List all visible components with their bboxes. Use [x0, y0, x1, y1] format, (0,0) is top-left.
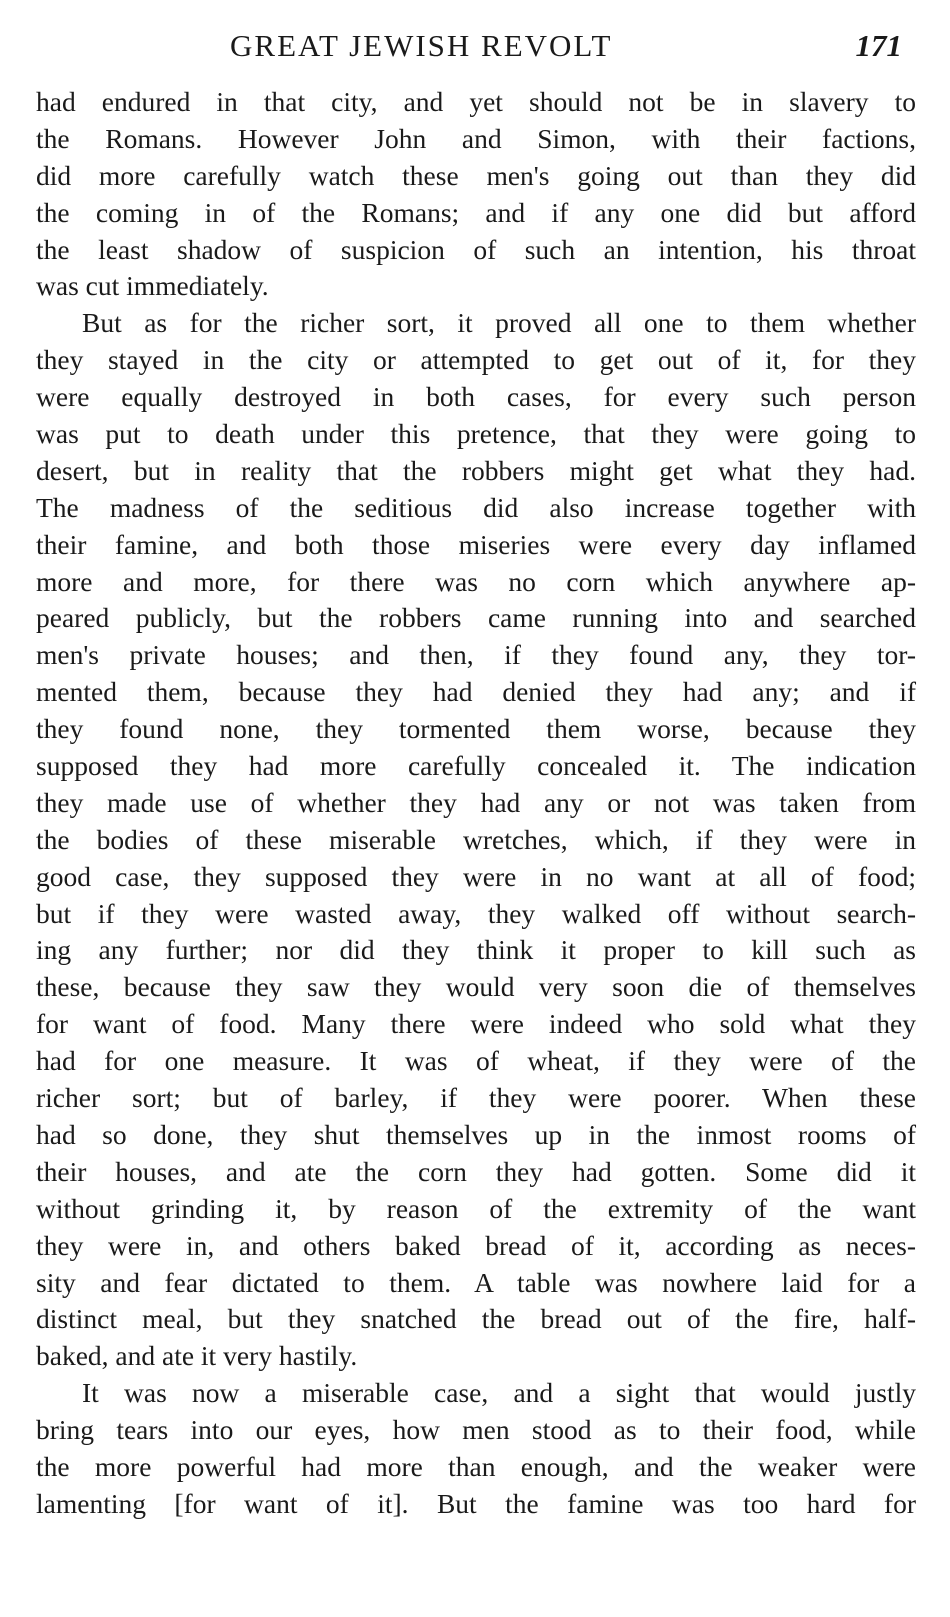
text-line: peared publicly, but the robbers came running into and searched: [36, 602, 916, 634]
text-line: had for one measure. It was of wheat, if they were of the: [36, 1045, 916, 1077]
text-line: did more carefully watch these men's going out than they did: [36, 159, 916, 191]
text-line: the more powerful had more than enough, and the weaker were: [36, 1450, 916, 1482]
text-line: but if they were wasted away, they walked off without search-: [36, 897, 916, 929]
text-line: sity and fear dictated to them. A table was nowhere laid for a: [36, 1266, 916, 1298]
text-line: distinct meal, but they snatched the bread out of the fire, half-: [36, 1303, 916, 1335]
text-line: they stayed in the city or attempted to get out of it, for they: [36, 344, 916, 376]
text-line: bring tears into our eyes, how men stood as to their food, while: [36, 1414, 916, 1446]
text-line: lamenting [for want of it]. But the famine was too hard for: [36, 1487, 916, 1519]
text-line: desert, but in reality that the robbers might get what they had.: [36, 454, 916, 486]
text-line: mented them, because they had denied they had any; and if: [36, 676, 916, 708]
paragraph: [36, 305, 916, 1375]
text-line: richer sort; but of barley, if they were poorer. When these: [36, 1082, 916, 1114]
text-line: But as for the richer sort, it proved all one to them whether: [82, 307, 916, 339]
text-line: they made use of whether they had any or not was taken from: [36, 786, 916, 818]
text-line: ing any further; nor did they think it proper to kill such as: [36, 934, 916, 966]
text-line: The madness of the seditious did also increase together with: [36, 491, 916, 523]
text-line: the least shadow of suspicion of such an intention, his throat: [36, 233, 916, 265]
text-line: was cut immediately.: [36, 270, 269, 302]
text-line: without grinding it, by reason of the extremity of the want: [36, 1192, 916, 1224]
text-line: good case, they supposed they were in no want at all of food;: [36, 860, 916, 892]
running-title: GREAT JEWISH REVOLT: [230, 28, 613, 63]
text-line: they found none, they tormented them worse, because they: [36, 713, 916, 745]
text-line: more and more, for there was no corn which anywhere ap-: [36, 565, 916, 597]
text-line: the Romans. However John and Simon, with their factions,: [36, 122, 916, 154]
text-line: was put to death under this pretence, that they were going to: [36, 418, 916, 450]
text-line: they were in, and others baked bread of it, according as neces-: [36, 1229, 916, 1261]
text-line: were equally destroyed in both cases, for every such person: [36, 381, 916, 413]
text-line: had so done, they shut themselves up in the inmost rooms of: [36, 1118, 916, 1150]
text-line: baked, and ate it very hastily.: [36, 1340, 358, 1372]
text-line: their houses, and ate the corn they had gotten. Some did it: [36, 1155, 916, 1187]
text-line: the coming in of the Romans; and if any one did but afford: [36, 196, 916, 228]
page-header: [0, 22, 950, 72]
text-line: supposed they had more carefully concealed it. The indication: [36, 750, 916, 782]
text-line: for want of food. Many there were indeed who sold what they: [36, 1008, 916, 1040]
text-line: men's private houses; and then, if they found any, they tor-: [36, 639, 916, 671]
paragraph: [36, 84, 916, 305]
body-text: [36, 84, 916, 1523]
page-number: 171: [855, 28, 902, 63]
text-line: these, because they saw they would very soon die of themselves: [36, 971, 916, 1003]
text-line: the bodies of these miserable wretches, which, if they were in: [36, 823, 916, 855]
text-line: had endured in that city, and yet should not be in slavery to: [36, 86, 916, 117]
text-line: their famine, and both those miseries were every day inflamed: [36, 528, 916, 560]
text-line: It was now a miserable case, and a sight that would justly: [82, 1377, 916, 1409]
paragraph: [36, 1375, 916, 1523]
